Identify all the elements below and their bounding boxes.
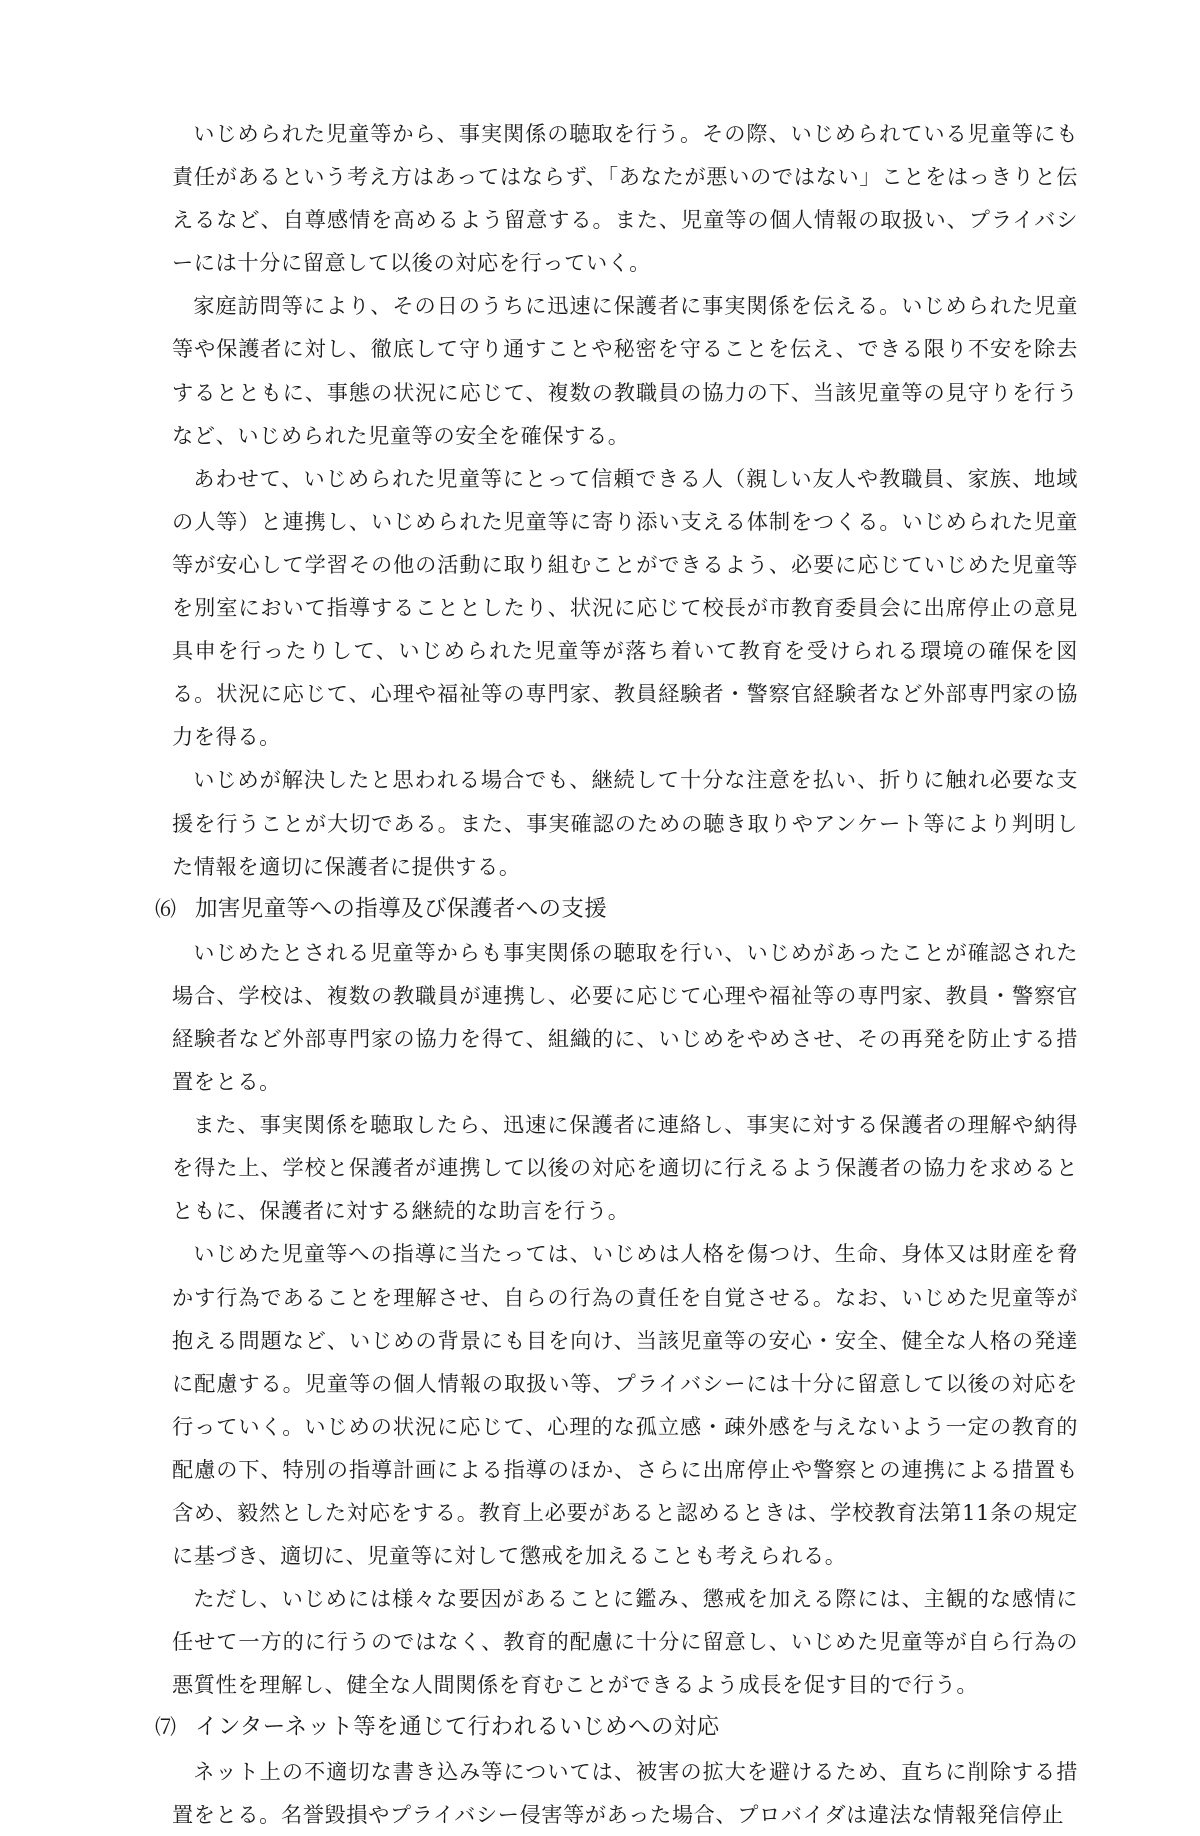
paragraph: いじめたとされる児童等からも事実関係の聴取を行い、いじめがあったことが確認された場合、学校は、複数の教職員が連携し、必要に応じて心理や福祉等の専門家、教員・警察官経験者など外部専門家の協力を得て、組織的に、いじめをやめさせ、その再発を防止する措置をとる。 xyxy=(172,939,1078,1095)
paragraph: また、事実関係を聴取したら、迅速に保護者に連絡し、事実に対する保護者の理解や納得を得た上、学校と保護者が連携して以後の対応を適切に行えるよう保護者の協力を求めるとともに、保護者に対する継続的な助言を行う。 xyxy=(172,1112,1078,1224)
document-body xyxy=(155,112,1078,1836)
section-number: ⑺ xyxy=(155,1715,177,1740)
paragraph: いじめられた児童等から、事実関係の聴取を行う。その際、いじめられている児童等にも責任があるという考え方はあってはならず、「あなたが悪いのではない」ことをはっきりと伝えるなど、自尊感情を高めるよう留意する。また、児童等の個人情報の取扱い、プライバシーには十分に留意して以後の対応を行っていく。 xyxy=(172,121,1078,276)
paragraph: ネット上の不適切な書き込み等については、被害の拡大を避けるため、直ちに削除する措置をとる。名誉毀損やプライバシー侵害等があった場合、プロバイダは違法な情報発信停止 xyxy=(172,1758,1078,1827)
paragraph: あわせて、いじめられた児童等にとって信頼できる人（親しい友人や教職員、家族、地域の人等）と連携し、いじめられた児童等に寄り添い支える体制をつくる。いじめられた児童等が安心して学習その他の活動に取り組むことができるよう、必要に応じていじめた児童等を別室において指導することとしたり、状況に応じて校長が市教育委員会に出席停止の意見具申を行ったりして、いじめられた児童等が落ち着いて教育を受けられる環境の確保を図る。状況に応じて、心理や福祉等の専門家、教員経験者・警察官経験者など外部専門家の協力を得る。 xyxy=(172,465,1078,750)
section-number: ⑹ xyxy=(155,896,177,921)
paragraph: 家庭訪問等により、その日のうちに迅速に保護者に事実関係を伝える。いじめられた児童等や保護者に対し、徹底して守り通すことや秘密を守ることを伝え、できる限り不安を除去するとともに、事態の状況に応じて、複数の教職員の協力の下、当該児童等の見守りを行うなど、いじめられた児童等の安全を確保する。 xyxy=(172,293,1078,448)
section-title: 加害児童等への指導及び保護者への支援 xyxy=(195,895,608,922)
section-heading-6 xyxy=(155,888,1078,931)
paragraph: いじめた児童等への指導に当たっては、いじめは人格を傷つけ、生命、身体又は財産を脅かす行為であることを理解させ、自らの行為の責任を自覚させる。なお、いじめた児童等が抱える問題など、いじめの背景にも目を向け、当該児童等の安心・安全、健全な人格の発達に配慮する。児童等の個人情報の取扱い等、プライバシーには十分に留意して以後の対応を行っていく。いじめの状況に応じて、心理的な孤立感・疎外感を与えないよう一定の教育的配慮の下、特別の指導計画による指導のほか、さらに出席停止や警察との連携による措置も含め、毅然とした対応をする。教育上必要があると認めるときは、学校教育法第11条の規定に基づき、適切に、児童等に対して懲戒を加えることも考えられる。 xyxy=(172,1241,1078,1569)
paragraph: ただし、いじめには様々な要因があることに鑑み、懲戒を加える際には、主観的な感情に任せて一方的に行うのではなく、教育的配慮に十分に留意し、いじめた児童等が自ら行為の悪質性を理解し、健全な人間関係を育むことができるよう成長を促す目的で行う。 xyxy=(172,1586,1078,1698)
section-heading-7 xyxy=(155,1706,1078,1749)
section-title: インターネット等を通じて行われるいじめへの対応 xyxy=(195,1714,720,1741)
paragraph: いじめが解決したと思われる場合でも、継続して十分な注意を払い、折りに触れ必要な支援を行うことが大切である。また、事実確認のための聴き取りやアンケート等により判明した情報を適切に保護者に提供する。 xyxy=(172,767,1078,879)
